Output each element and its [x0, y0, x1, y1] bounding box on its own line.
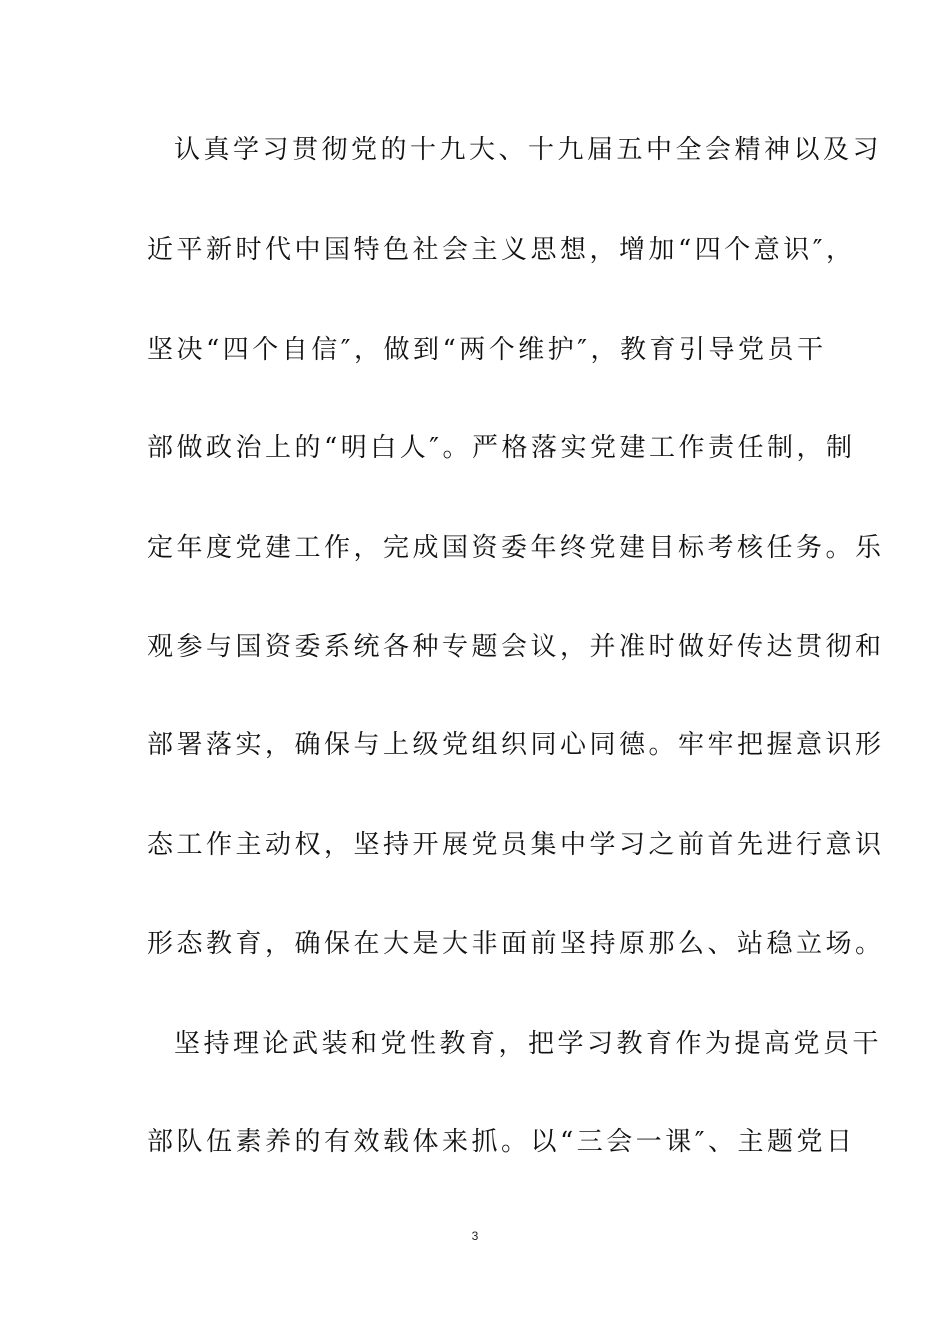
paragraph-2-line-2: 部队伍素养的有效载体来抓。以“三会一课″、主题党日	[147, 1127, 856, 1157]
paragraph-1-line-3: 坚决“四个自信″，做到“两个维护″，教育引导党员干	[147, 335, 827, 365]
paragraph-1-line-4: 部做政治上的“明白人″。严格落实党建工作责任制，制	[147, 433, 856, 463]
paragraph-1-line-2: 近平新时代中国特色社会主义思想，增加“四个意识″，	[147, 235, 856, 265]
paragraph-2-line-1: 坚持理论武装和党性教育，把学习教育作为提高党员干	[174, 1029, 883, 1059]
paragraph-1-line-8: 态工作主动权，坚持开展党员集中学习之前首先进行意识	[147, 830, 885, 860]
page-number: 3	[471, 1229, 479, 1243]
paragraph-1-line-7: 部署落实，确保与上级党组织同心同德。牢牢把握意识形	[147, 730, 885, 760]
paragraph-1-line-9: 形态教育，确保在大是大非面前坚持原那么、站稳立场。	[147, 929, 885, 959]
paragraph-1-line-6: 观参与国资委系统各种专题会议，并准时做好传达贯彻和	[147, 632, 885, 662]
paragraph-1-line-1: 认真学习贯彻党的十九大、十九届五中全会精神以及习	[174, 135, 883, 165]
paragraph-1-line-5: 定年度党建工作，完成国资委年终党建目标考核任务。乐	[147, 533, 885, 563]
